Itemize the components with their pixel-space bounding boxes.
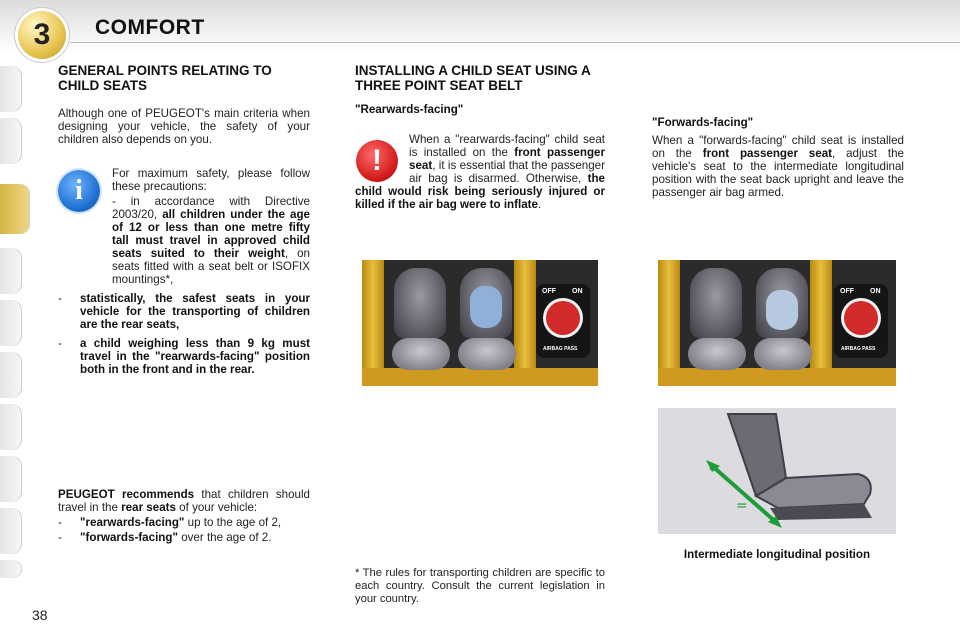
directive-text: [58, 195, 310, 286]
section-tab-5[interactable]: [0, 300, 22, 346]
passenger-seat-cushion: [754, 338, 812, 370]
rearwards-paragraph: [355, 133, 605, 211]
directive-bold: all children under the age of 12 or less than one metre fifty tall must travel in approved child seats suited to their weight: [112, 208, 310, 260]
airbag-panel: [536, 284, 590, 358]
seat-diagram: [658, 408, 896, 534]
recommend-tail: of your vehicle:: [175, 501, 258, 514]
intro-text: Although one of PEUGEOT's main criteria when designing your vehicle, the safety of your children also depends on you.: [58, 107, 310, 146]
driver-seat-cushion: [392, 338, 450, 370]
bullet-item: - statistically, the safest seats in your vehicle for the transporting of children are the rear seats,: [58, 292, 310, 331]
rec-item-forwards: - "forwards-facing" over the age of 2.: [58, 531, 272, 544]
middle-column: [355, 63, 607, 116]
recommend-paragraph: [58, 488, 310, 544]
info-icon: i: [58, 170, 100, 212]
rec-rearwards-text: up to the age of 2,: [184, 516, 282, 529]
directive-prefix: - in accordance with Directive 2003/20,: [112, 195, 310, 221]
panel-on-label: ON: [870, 288, 881, 295]
panel-airbag-label: AIRBAG PASS: [543, 346, 578, 352]
section-tab-7[interactable]: [0, 404, 22, 450]
rearwards-warning: the child would risk being seriously injured or killed if the air bag were to inflate: [355, 172, 605, 211]
driver-seat-cushion: [688, 338, 746, 370]
rec-item-rearwards: - "rearwards-facing" up to the age of 2,: [58, 516, 282, 529]
page-number: 38: [32, 607, 48, 623]
rearwards-front-seat: front passenger seat: [409, 146, 605, 172]
airbag-dial: [546, 301, 580, 335]
child-seat: [766, 290, 798, 330]
section-tab-active[interactable]: [0, 184, 30, 234]
chapter-badge: [18, 11, 66, 59]
forwards-subheading: "Forwards-facing": [652, 116, 754, 129]
illustration-caption: Intermediate longitudinal position: [683, 548, 871, 561]
panel-airbag-label: AIRBAG PASS: [841, 346, 876, 352]
rail-mark: =: [736, 498, 748, 514]
forwards-text-end: , adjust the vehicle's seat to the intermediate longitudinal position with the seat back upright and leave the passenger air bag armed.: [652, 147, 904, 199]
directive-paragraph: [58, 195, 310, 376]
rearwards-subheading: "Rearwards-facing": [355, 103, 464, 116]
section-tab-2[interactable]: [0, 118, 22, 164]
forwards-text-start: When a "forwards-facing" child seat is installed on the: [652, 134, 904, 160]
passenger-seat-cushion: [458, 338, 516, 370]
forwards-paragraph: [652, 134, 904, 199]
panel-on-label: ON: [572, 288, 583, 295]
bullet-9kg: a child weighing less than 9 kg must travel in the "rearwards-facing" position both in the front and in the rear.: [80, 337, 310, 376]
rearwards-text-end: .: [537, 198, 542, 211]
section-tab-1[interactable]: [0, 66, 22, 112]
exclamation-icon: !: [356, 140, 398, 182]
section-tab-8[interactable]: [0, 456, 22, 502]
recommend-bold: PEUGEOT recommends: [58, 488, 195, 501]
floor: [658, 368, 896, 386]
general-points-heading: GENERAL POINTS RELATING TO CHILD SEATS: [58, 63, 272, 93]
rearwards-seat-photo: [362, 260, 598, 386]
seat-position-illustration: [658, 408, 896, 534]
driver-seat-back: [690, 268, 742, 338]
bullet-item: - a child weighing less than 9 kg must travel in the "rearwards-facing" position both in the front and in the rear.: [58, 337, 310, 376]
panel-off-label: OFF: [840, 288, 854, 295]
driver-seat-back: [394, 268, 446, 338]
recommend-text: that children should travel in the: [58, 488, 310, 514]
forwards-seat-photo: [658, 260, 896, 386]
rec-forwards-bold: "forwards-facing": [80, 531, 178, 544]
footnote: * The rules for transporting children are specific to each country. Consult the current legislation in your country.: [355, 567, 605, 605]
rail-mark: =: [708, 460, 720, 476]
installing-heading: INSTALLING A CHILD SEAT USING A THREE POINT SEAT BELT: [355, 63, 591, 93]
airbag-panel: [834, 284, 888, 358]
recommend-rear: rear seats: [121, 501, 176, 514]
header-divider: [70, 42, 960, 43]
chapter-number: 3: [33, 18, 51, 51]
panel-off-label: OFF: [542, 288, 556, 295]
rec-rearwards-bold: "rearwards-facing": [80, 516, 185, 529]
airbag-dial: [844, 301, 878, 335]
floor: [362, 368, 598, 386]
bullet-safest-seats: statistically, the safest seats in your vehicle for the transporting of children are the rear seats,: [80, 292, 310, 331]
left-column: [58, 63, 310, 146]
rearwards-text-start: When a "rearwards-facing" child seat is installed on the: [409, 133, 605, 159]
section-tab-10[interactable]: [0, 560, 22, 578]
directive-suffix: , on seats fitted with a seat belt or ISOFIX mountings*,: [112, 247, 310, 286]
forwards-front-seat: front passenger seat: [702, 147, 833, 160]
rec-forwards-text: over the age of 2.: [177, 531, 272, 544]
precautions-intro: For maximum safety, please follow these precautions:: [112, 167, 310, 193]
child-seat: [470, 286, 502, 328]
section-tab-9[interactable]: [0, 508, 22, 554]
rearwards-text-mid: , it is essential that the passenger air bag is disarmed. Otherwise,: [409, 159, 605, 185]
page-title: COMFORT: [95, 16, 205, 39]
section-tab-4[interactable]: [0, 248, 22, 294]
icon-spacer: [355, 133, 409, 183]
section-tab-6[interactable]: [0, 352, 22, 398]
